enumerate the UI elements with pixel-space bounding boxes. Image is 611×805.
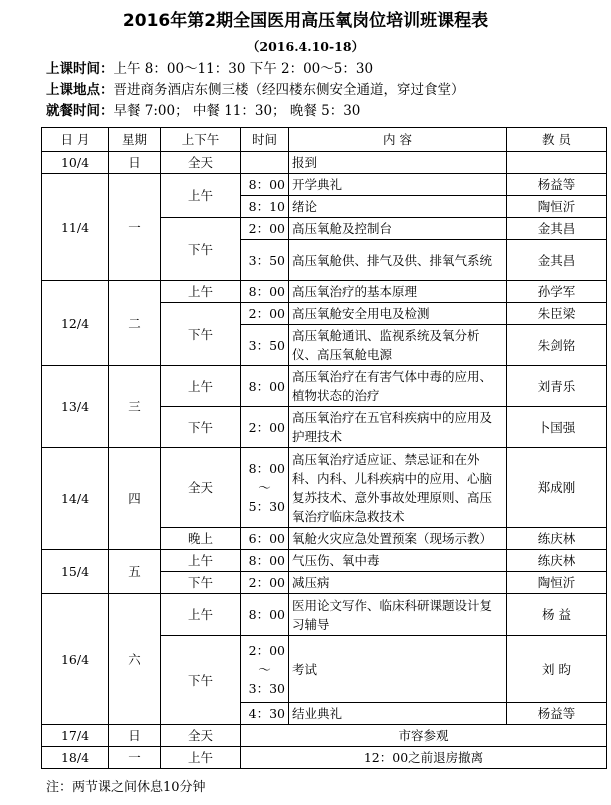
- content-cell: 高压氧治疗适应证、禁忌证和在外科、内科、儿科疾病中的应用、心脑复苏技术、意外事故处理原则、高压氧治疗临床急救技术: [289, 448, 507, 528]
- content-cell: 市容参观: [241, 725, 607, 747]
- time-start: 8：00: [248, 461, 285, 476]
- teacher-cell: 金其昌: [507, 218, 607, 240]
- schedule-table: [41, 127, 607, 769]
- teacher-cell: 杨益等: [507, 703, 607, 725]
- period-cell: 下午: [161, 407, 241, 448]
- class-place-value: 晋进商务酒店东侧三楼（经四楼东侧安全通道，穿过食堂）: [113, 82, 465, 98]
- content-cell: 高压氧舱通讯、监视系统及氧分析仪、高压氧舱电源: [289, 325, 507, 366]
- period-cell: 上午: [161, 550, 241, 572]
- time-cell: 8：00: [241, 550, 289, 572]
- weekday-cell: 五: [109, 550, 161, 594]
- table-row: [42, 174, 607, 196]
- meal-time-label: 就餐时间：: [46, 103, 114, 119]
- class-place-line: [46, 78, 465, 98]
- time-start: 2：00: [248, 642, 285, 658]
- date-cell: 18/4: [42, 747, 109, 769]
- footnote: 注：两节课之间休息10分钟: [46, 780, 206, 795]
- teacher-cell: 杨 益: [507, 594, 607, 636]
- weekday-cell: 四: [109, 448, 161, 550]
- teacher-cell: 陶恒沂: [507, 196, 607, 218]
- time-end: 5：30: [248, 499, 285, 514]
- time-cell: 2：00: [241, 218, 289, 240]
- table-row: [42, 152, 607, 174]
- meal-time-value: 早餐 7:00； 中餐 11：30； 晚餐 5：30: [113, 103, 361, 119]
- date-cell: 13/4: [42, 366, 109, 448]
- teacher-cell: 刘 昀: [507, 636, 607, 703]
- content-cell: 高压氧舱供、排气及供、排氧气系统: [289, 240, 507, 281]
- period-cell: 上午: [161, 281, 241, 303]
- weekday-cell: 三: [109, 366, 161, 448]
- time-cell: 2：00: [241, 303, 289, 325]
- content-cell: 氧舱火灾应急处置预案（现场示教）: [289, 528, 507, 550]
- period-cell: 全天: [161, 448, 241, 528]
- time-cell: 3：50: [241, 240, 289, 281]
- teacher-cell: 陶恒沂: [507, 572, 607, 594]
- period-cell: 全天: [161, 152, 241, 174]
- time-cell: 8：00: [241, 366, 289, 407]
- period-cell: 上午: [161, 594, 241, 636]
- period-cell: 全天: [161, 725, 241, 747]
- teacher-cell: [507, 152, 607, 174]
- teacher-cell: 杨益等: [507, 174, 607, 196]
- content-cell: 考试: [289, 636, 507, 703]
- period-cell: 上午: [161, 366, 241, 407]
- time-cell: 4：30: [241, 703, 289, 725]
- class-time-label: 上课时间：: [46, 61, 114, 77]
- content-cell: 报到: [289, 152, 507, 174]
- content-cell: 高压氧舱及控制台: [289, 218, 507, 240]
- time-cell: 8：10: [241, 196, 289, 218]
- header-date: 日 月: [42, 128, 109, 152]
- teacher-cell: 朱剑铭: [507, 325, 607, 366]
- time-cell: [241, 448, 289, 528]
- table-row: [42, 366, 607, 407]
- date-cell: 17/4: [42, 725, 109, 747]
- table-row: [42, 594, 607, 636]
- content-cell: 12：00之前退房撤离: [241, 747, 607, 769]
- content-cell: 高压氧治疗的基本原理: [289, 281, 507, 303]
- teacher-cell: 卜国强: [507, 407, 607, 448]
- content-cell: 开学典礼: [289, 174, 507, 196]
- table-row: [42, 448, 607, 528]
- class-time-value: 上午 8：00～11：30 下午 2：00～5：30: [113, 61, 374, 77]
- class-time-line: [46, 57, 373, 77]
- time-cell: 6：00: [241, 528, 289, 550]
- date-cell: 12/4: [42, 281, 109, 366]
- time-end: 3：30: [248, 680, 285, 696]
- period-cell: 上午: [161, 174, 241, 218]
- period-cell: 下午: [161, 572, 241, 594]
- content-cell: 减压病: [289, 572, 507, 594]
- class-place-label: 上课地点：: [46, 82, 114, 98]
- header-time: 时间: [241, 128, 289, 152]
- header-weekday: 星期: [109, 128, 161, 152]
- time-cell: 2：00: [241, 572, 289, 594]
- weekday-cell: 一: [109, 174, 161, 281]
- header-teacher: 教 员: [507, 128, 607, 152]
- period-cell: 下午: [161, 218, 241, 281]
- meal-time-line: [46, 99, 360, 119]
- date-range: （2016.4.10-18）: [246, 39, 365, 54]
- date-cell: 10/4: [42, 152, 109, 174]
- teacher-cell: 练庆林: [507, 528, 607, 550]
- time-cell: [241, 636, 289, 703]
- content-cell: 气压伤、氧中毒: [289, 550, 507, 572]
- teacher-cell: 刘青乐: [507, 366, 607, 407]
- header-period: 上下午: [161, 128, 241, 152]
- content-cell: 结业典礼: [289, 703, 507, 725]
- date-cell: 15/4: [42, 550, 109, 594]
- period-cell: 上午: [161, 747, 241, 769]
- time-cell: 2：00: [241, 407, 289, 448]
- weekday-cell: 六: [109, 594, 161, 725]
- teacher-cell: 练庆林: [507, 550, 607, 572]
- page-title: 2016年第2期全国医用高压氧岗位培训班课程表: [122, 11, 489, 31]
- teacher-cell: 金其昌: [507, 240, 607, 281]
- time-cell: 8：00: [241, 594, 289, 636]
- content-cell: 医用论文写作、临床科研课题设计复习辅导: [289, 594, 507, 636]
- content-cell: 高压氧舱安全用电及检测: [289, 303, 507, 325]
- weekday-cell: 一: [109, 747, 161, 769]
- date-cell: 11/4: [42, 174, 109, 281]
- weekday-cell: 二: [109, 281, 161, 366]
- date-cell: 16/4: [42, 594, 109, 725]
- period-cell: 下午: [161, 636, 241, 725]
- header-content: 内 容: [289, 128, 507, 152]
- table-row: [42, 550, 607, 572]
- weekday-cell: 日: [109, 725, 161, 747]
- time-cell: 8：00: [241, 281, 289, 303]
- weekday-cell: 日: [109, 152, 161, 174]
- teacher-cell: 郑成刚: [507, 448, 607, 528]
- content-cell: 绪论: [289, 196, 507, 218]
- table-row: [42, 725, 607, 747]
- period-cell: 晚上: [161, 528, 241, 550]
- time-cell: 8：00: [241, 174, 289, 196]
- teacher-cell: 朱臣梁: [507, 303, 607, 325]
- table-row: [42, 281, 607, 303]
- teacher-cell: 孙学军: [507, 281, 607, 303]
- date-cell: 14/4: [42, 448, 109, 550]
- time-separator: ～: [258, 480, 271, 495]
- period-cell: 下午: [161, 303, 241, 366]
- time-cell: [241, 152, 289, 174]
- time-separator: ～: [258, 661, 271, 677]
- content-cell: 高压氧治疗在五官科疾病中的应用及护理技术: [289, 407, 507, 448]
- time-cell: 3：50: [241, 325, 289, 366]
- header-row: [42, 128, 607, 152]
- table-row: [42, 747, 607, 769]
- content-cell: 高压氧治疗在有害气体中毒的应用、植物状态的治疗: [289, 366, 507, 407]
